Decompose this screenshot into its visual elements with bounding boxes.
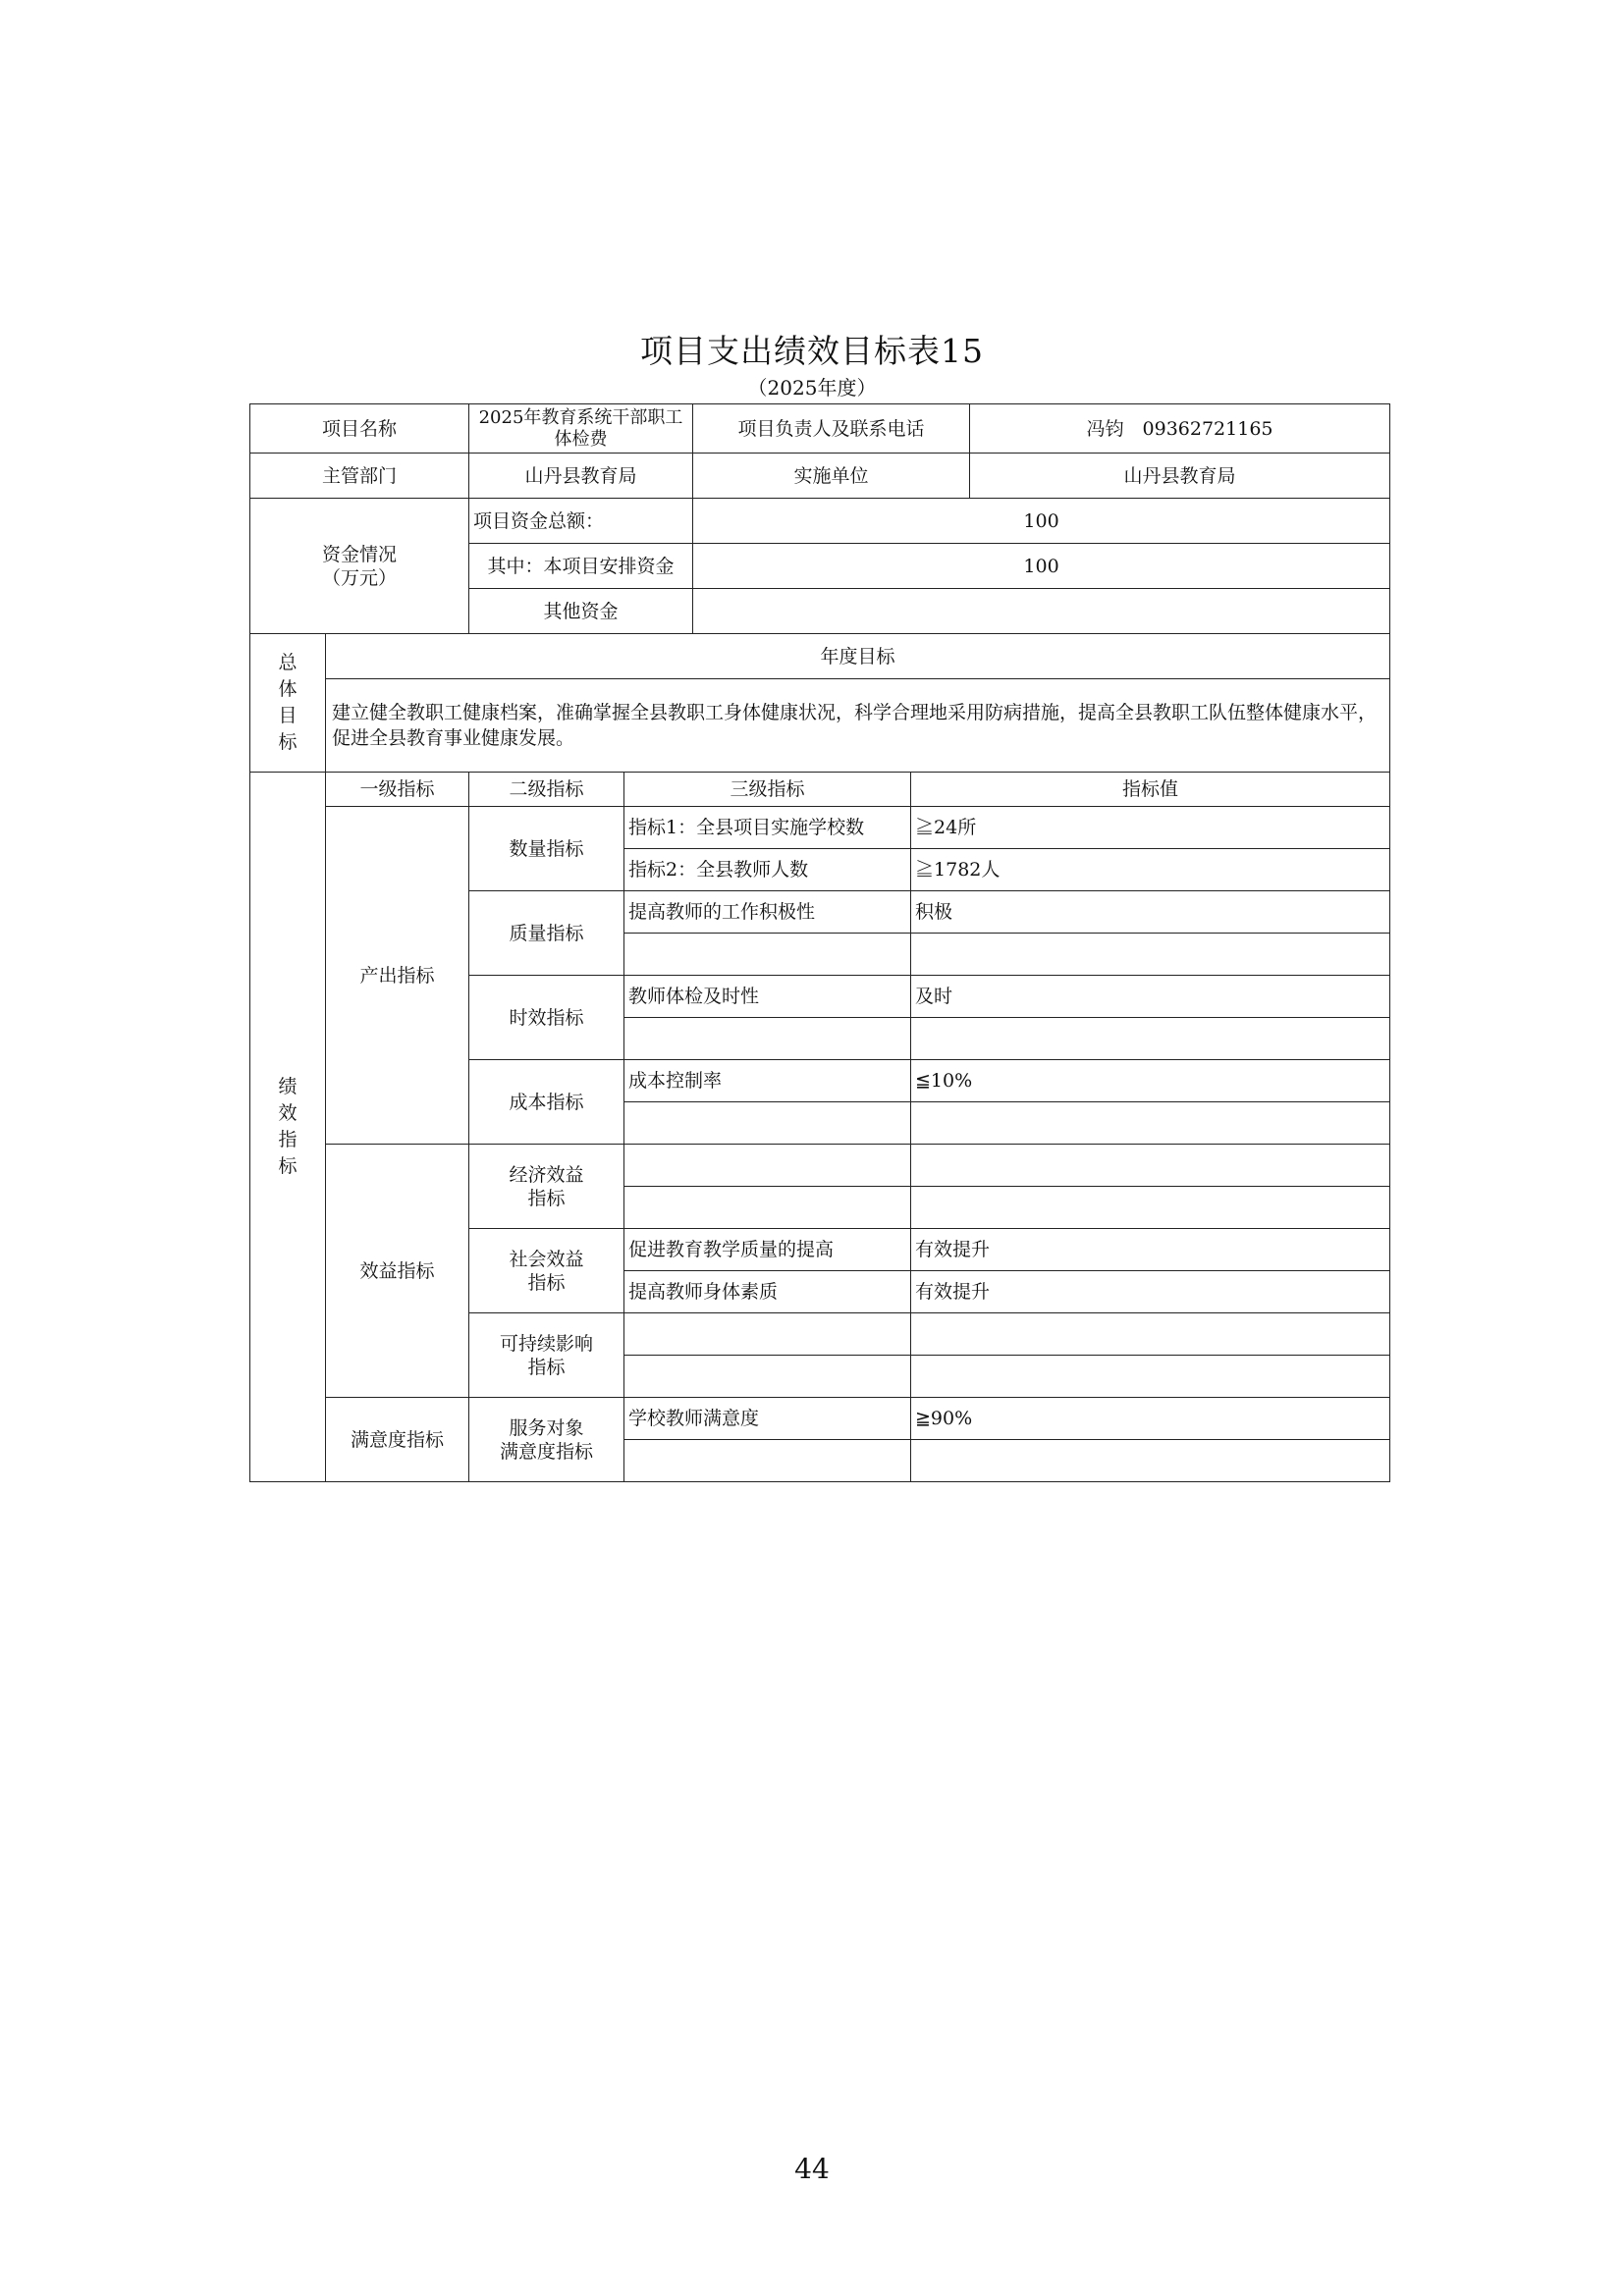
header-level3: 三级指标 xyxy=(624,773,911,807)
table-row xyxy=(250,1145,1390,1187)
empty-cell xyxy=(624,1102,911,1145)
funds-label-line1: 资金情况 xyxy=(322,543,398,565)
empty-cell xyxy=(911,1187,1390,1229)
service-r1-name: 学校教师满意度 xyxy=(624,1398,911,1440)
funds-other-label: 其他资金 xyxy=(469,589,693,634)
benefit-indicator-label: 效益指标 xyxy=(326,1145,469,1398)
table-row xyxy=(250,807,1390,849)
sustainable-label-line2: 指标 xyxy=(527,1356,566,1378)
service-label-line2: 满意度指标 xyxy=(500,1440,594,1463)
empty-cell xyxy=(624,934,911,976)
sustainable-indicator-label xyxy=(469,1313,624,1398)
impl-value: 山丹县教育局 xyxy=(970,454,1390,499)
overall-goal-label-text: 总体目标 xyxy=(278,652,298,753)
funds-total-row xyxy=(250,499,1390,544)
quantity-r1-name: 指标1：全县项目实施学校数 xyxy=(624,807,911,849)
empty-cell xyxy=(911,1145,1390,1187)
contact-label: 项目负责人及联系电话 xyxy=(693,404,970,454)
social-r2-value: 有效提升 xyxy=(911,1271,1390,1313)
funds-arranged-label: 其中：本项目安排资金 xyxy=(469,544,693,589)
empty-cell xyxy=(911,1313,1390,1356)
social-indicator-label xyxy=(469,1229,624,1313)
table-row xyxy=(250,1398,1390,1440)
overall-header-row xyxy=(250,634,1390,679)
project-name-value: 2025年教育系统干部职工体检费 xyxy=(469,404,693,454)
empty-cell xyxy=(624,1018,911,1060)
page-title: 项目支出绩效目标表15 xyxy=(640,332,984,370)
quantity-indicator-label: 数量指标 xyxy=(469,807,624,891)
quantity-r1-value: ≧24所 xyxy=(911,807,1390,849)
quantity-r2-name: 指标2：全县教师人数 xyxy=(624,849,911,891)
project-name-row xyxy=(250,404,1390,454)
header-value: 指标值 xyxy=(911,773,1390,807)
header-level2: 二级指标 xyxy=(469,773,624,807)
funds-label-line2: （万元） xyxy=(322,566,398,589)
funds-label xyxy=(250,499,469,634)
header-level1: 一级指标 xyxy=(326,773,469,807)
satisfaction-indicator-label: 满意度指标 xyxy=(326,1398,469,1482)
empty-cell xyxy=(911,934,1390,976)
quality-r1-value: 积极 xyxy=(911,891,1390,934)
page-number: 44 xyxy=(794,2153,830,2185)
funds-total-value: 100 xyxy=(693,499,1390,544)
economic-indicator-label xyxy=(469,1145,624,1229)
empty-cell xyxy=(911,1102,1390,1145)
social-r2-name: 提高教师身体素质 xyxy=(624,1271,911,1313)
quantity-r2-value: ≧1782人 xyxy=(911,849,1390,891)
social-r1-value: 有效提升 xyxy=(911,1229,1390,1271)
overall-goal-header: 年度目标 xyxy=(326,634,1390,679)
cost-indicator-label: 成本指标 xyxy=(469,1060,624,1145)
performance-header-row xyxy=(250,773,1390,807)
page-subtitle: （2025年度） xyxy=(747,376,877,400)
service-r1-value: ≧90% xyxy=(911,1398,1390,1440)
service-indicator-label xyxy=(469,1398,624,1482)
overall-goal-label xyxy=(250,634,326,773)
performance-label xyxy=(250,773,326,1482)
economic-label-line1: 经济效益 xyxy=(509,1163,584,1186)
overall-goal-text: 建立健全教职工健康档案，准确掌握全县教职工身体健康状况，科学合理地采用防病措施，提高全县教职工队伍整体健康水平，促进全县教育事业健康发展。 xyxy=(326,679,1390,773)
social-label-line2: 指标 xyxy=(527,1271,566,1294)
funds-arranged-value: 100 xyxy=(693,544,1390,589)
quality-r1-name: 提高教师的工作积极性 xyxy=(624,891,911,934)
dept-value: 山丹县教育局 xyxy=(469,454,693,499)
empty-cell xyxy=(624,1145,911,1187)
cost-r1-name: 成本控制率 xyxy=(624,1060,911,1102)
performance-target-table xyxy=(249,403,1390,1482)
timeliness-r1-value: 及时 xyxy=(911,976,1390,1018)
cost-r1-value: ≦10% xyxy=(911,1060,1390,1102)
service-label-line1: 服务对象 xyxy=(509,1416,584,1439)
empty-cell xyxy=(624,1440,911,1482)
empty-cell xyxy=(624,1187,911,1229)
department-row xyxy=(250,454,1390,499)
empty-cell xyxy=(624,1313,911,1356)
performance-label-text: 绩效指标 xyxy=(278,1076,298,1177)
dept-label: 主管部门 xyxy=(250,454,469,499)
social-label-line1: 社会效益 xyxy=(509,1248,584,1270)
funds-other-value xyxy=(693,589,1390,634)
empty-cell xyxy=(624,1356,911,1398)
sustainable-label-line1: 可持续影响 xyxy=(500,1332,594,1355)
output-indicator-label: 产出指标 xyxy=(326,807,469,1145)
empty-cell xyxy=(911,1356,1390,1398)
funds-total-label: 项目资金总额： xyxy=(469,499,693,544)
quality-indicator-label: 质量指标 xyxy=(469,891,624,976)
economic-label-line2: 指标 xyxy=(527,1187,566,1209)
overall-text-row xyxy=(250,679,1390,773)
timeliness-r1-name: 教师体检及时性 xyxy=(624,976,911,1018)
empty-cell xyxy=(911,1018,1390,1060)
timeliness-indicator-label: 时效指标 xyxy=(469,976,624,1060)
social-r1-name: 促进教育教学质量的提高 xyxy=(624,1229,911,1271)
project-name-label: 项目名称 xyxy=(250,404,469,454)
impl-label: 实施单位 xyxy=(693,454,970,499)
empty-cell xyxy=(911,1440,1390,1482)
contact-value: 冯钧 09362721165 xyxy=(970,404,1390,454)
